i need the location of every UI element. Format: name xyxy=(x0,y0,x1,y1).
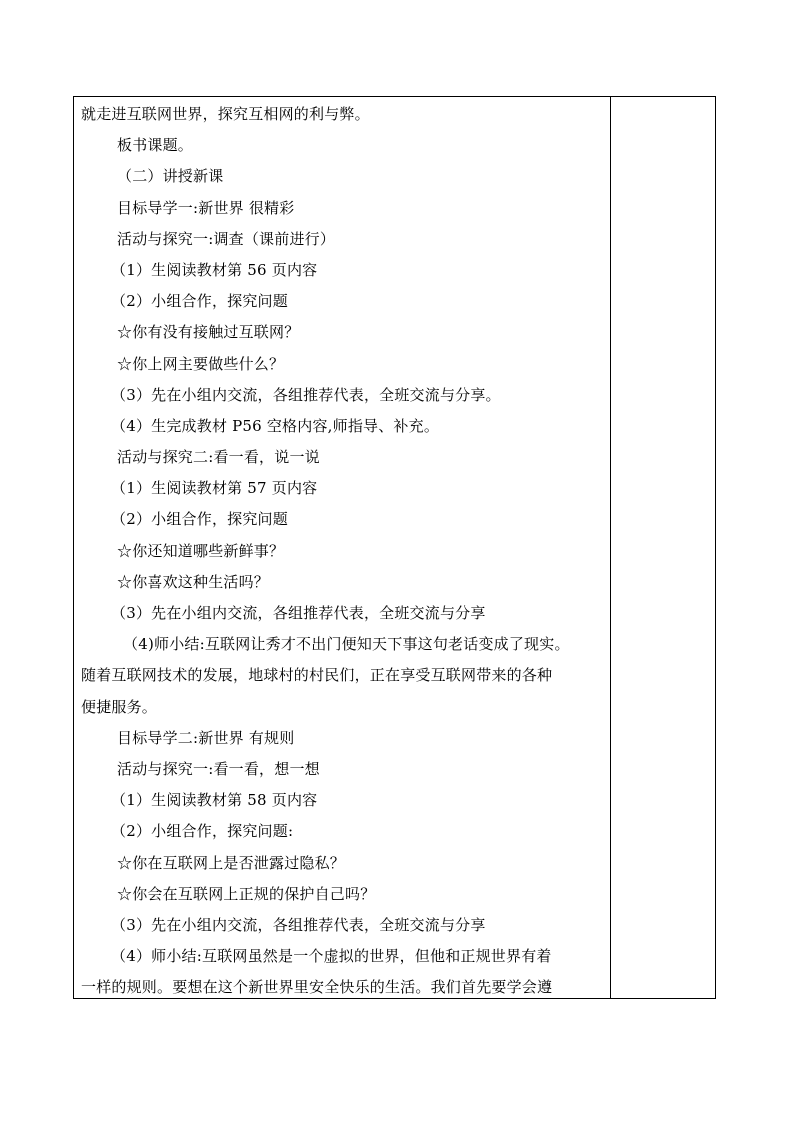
text-line: ☆你喜欢这种生活吗？ xyxy=(117,572,270,591)
text-line: ☆你在互联网上是否泄露过隐私？ xyxy=(117,853,346,872)
text-line: （2）小组合作，探究问题: xyxy=(111,822,294,841)
text-line: （1）生阅读教材第 57 页内容 xyxy=(111,479,318,498)
text-line: 就走进互联网世界，探究互相网的利与弊。 xyxy=(81,105,370,123)
text-line: （1）生阅读教材第 58 页内容 xyxy=(111,791,318,810)
text-line: （二）讲授新课 xyxy=(117,167,224,186)
text-line: ☆你会在互联网上正规的保护自己吗？ xyxy=(117,884,376,903)
text-line: ☆你有没有接触过互联网？ xyxy=(117,323,300,342)
text-line: （2）小组合作，探究问题 xyxy=(111,510,288,529)
text-line: ☆你还知道哪些新鲜事？ xyxy=(117,541,285,560)
text-line: （3）先在小组内交流，各组推荐代表，全班交流与分享。 xyxy=(111,385,501,404)
text-line: （4)师小结:互联网让秀才不出门便知天下事这句老话变成了现实。 xyxy=(123,635,570,654)
text-line: （1）生阅读教材第 56 页内容 xyxy=(111,260,318,279)
text-line: （4）生完成教材 P56 空格内容,师指导、补充。 xyxy=(111,416,440,435)
text-line: 一样的规则。要想在这个新世界里安全快乐的生活。我们首先要学会遵 xyxy=(81,978,553,997)
lesson-text-body xyxy=(81,99,604,998)
text-line: 目标导学二:新世界 有规则 xyxy=(117,728,295,747)
text-line: ☆你上网主要做些什么？ xyxy=(117,354,285,373)
lesson-content-cell xyxy=(74,97,611,998)
text-line: 活动与探究一:看一看，想一想 xyxy=(117,759,320,778)
text-line: 目标导学一:新世界 很精彩 xyxy=(117,198,295,217)
text-line: 活动与探究二:看一看，说一说 xyxy=(117,448,320,467)
text-line: （3）先在小组内交流，各组推荐代表，全班交流与分享 xyxy=(111,915,486,934)
text-line: （4）师小结:互联网虽然是一个虚拟的世界，但他和正规世界有着 xyxy=(111,947,552,966)
text-line: 随着互联网技术的发展，地球村的村民们，正在享受互联网带来的各种 xyxy=(81,666,553,685)
lesson-plan-table xyxy=(73,96,716,999)
text-line: 板书课题。 xyxy=(117,136,194,155)
text-line: （2）小组合作，探究问题 xyxy=(111,292,288,311)
text-line: （3）先在小组内交流，各组推荐代表，全班交流与分享 xyxy=(111,604,486,622)
text-line: 便捷服务。 xyxy=(81,697,158,716)
notes-cell xyxy=(611,97,715,998)
text-line: 活动与探究一:调查（课前进行） xyxy=(117,229,336,248)
